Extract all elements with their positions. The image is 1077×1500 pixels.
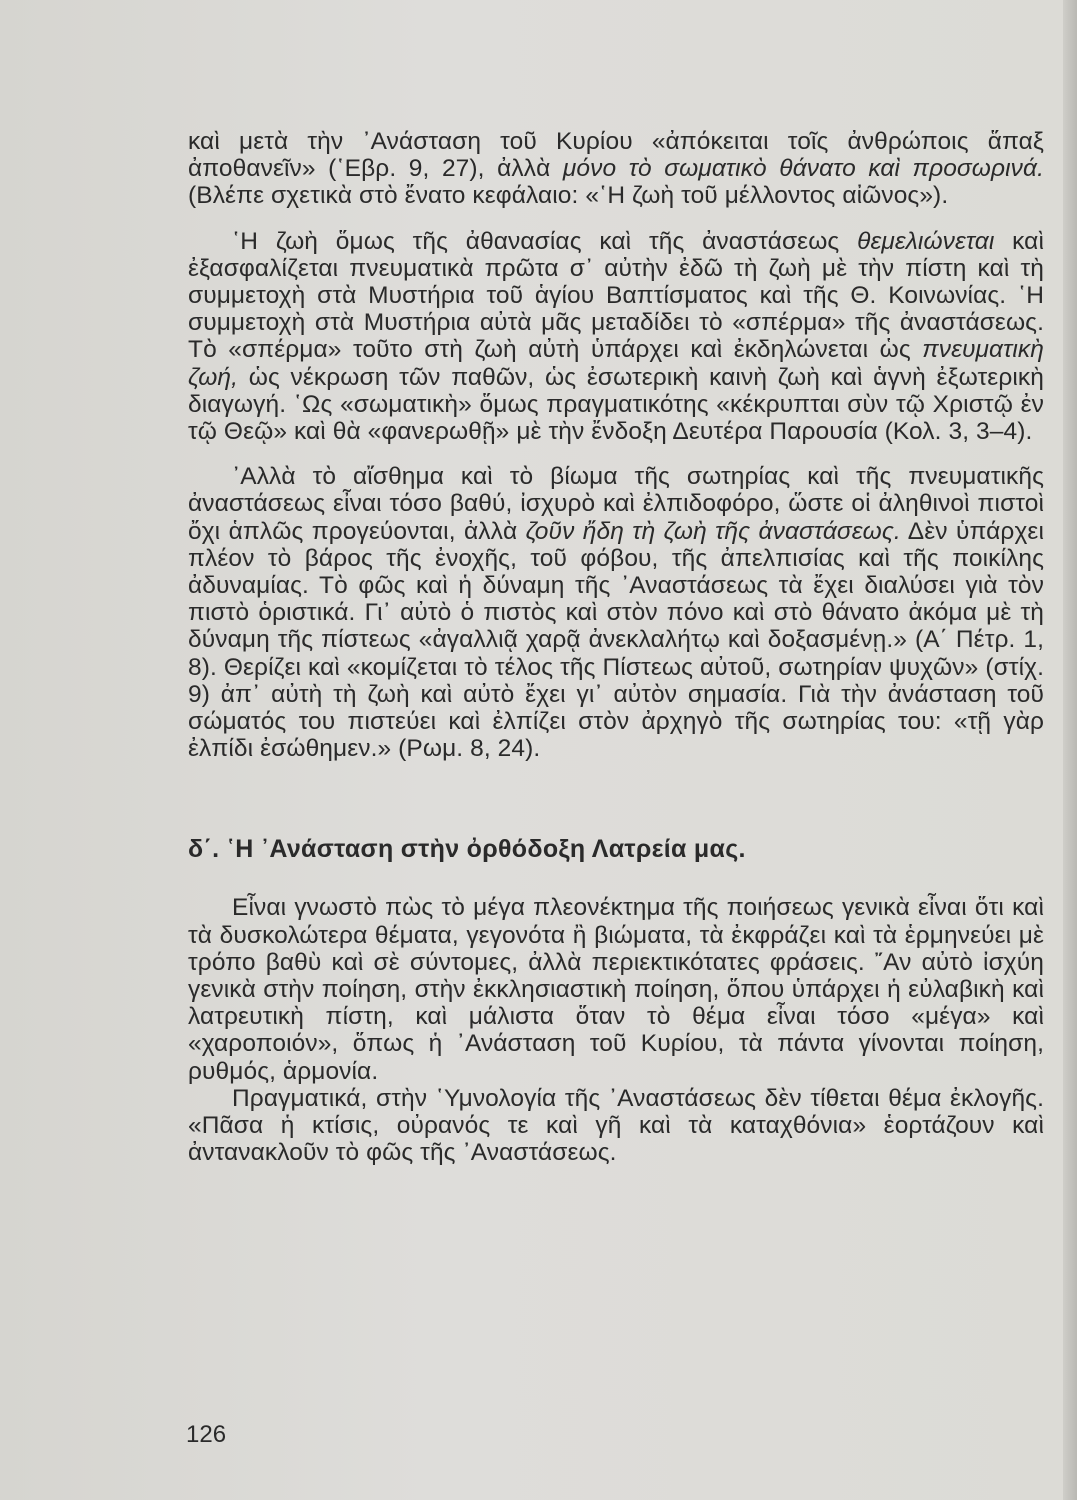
text-span: ᾿Αλλὰ τὸ αἴσθημα καὶ τὸ βίωμα τῆς σωτηρίας καὶ τῆς πνευματικῆς ἀναστάσεως εἶναι τόσο βαθύ, ἰσχυρὸ καὶ ἐλπιδοφόρο, ὥστε οἱ ἀληθινοὶ πιστοὶ ὄχι ἁπλῶς προγεύονται, ἀλλὰ bbox=[188, 463, 1044, 545]
page-content bbox=[188, 128, 1044, 1167]
italic-span: πνευματικὴ ζωή, bbox=[188, 336, 1044, 391]
page-number: 126 bbox=[186, 1421, 227, 1448]
paragraph-5: Πραγματικά, στὴν ῾Υμνολογία τῆς ᾿Αναστάσεως δὲν τίθεται θέμα ἐκλογῆς. «Πᾶσα ἡ κτίσις, οὐρανός τε καὶ γῆ καὶ τὰ καταχθόνια» ἑορτάζουν καὶ ἀντανακλοῦν τὸ φῶς τῆς ᾿Αναστάσεως. bbox=[188, 1084, 1044, 1167]
text-span: (Βλέπε σχετικὰ στὸ ἔνατο κεφάλαιο: «῾Η ζωὴ τοῦ μέλλοντος αἰῶνος»). bbox=[188, 182, 949, 210]
italic-span: ζοῦν ἤδη τὴ ζωὴ τῆς ἀναστάσεως. bbox=[525, 517, 901, 545]
page-edge bbox=[1063, 0, 1077, 1500]
text-span: ὡς νέκρωση τῶν παθῶν, ὡς ἐσωτερικὴ καινὴ ζωὴ καὶ ἁγνὴ ἐξωτερικὴ διαγωγή. ῾Ως «σωματικὴ» ὅμως πραγματικότης «κέκρυπται σὺν τῷ Χριστῷ ἐν τῷ Θεῷ» καὶ θὰ «φανερωθῇ» μὲ τὴν ἔνδοξη Δευτέρα Παρουσία (Κολ. 3, 3–4). bbox=[188, 363, 1044, 446]
paragraph-1 bbox=[188, 128, 1044, 210]
paragraph-4: Εἶναι γνωστὸ πὼς τὸ μέγα πλεονέκτημα τῆς ποιήσεως γενικὰ εἶναι ὅτι καὶ τὰ δυσκολώτερα θέματα, γεγονότα ἢ βιώματα, τὰ ἐκφράζει καὶ τὰ ἑρμηνεύει μὲ τρόπο βαθὺ καὶ σὲ σύντομες, ἀλλὰ περιεκτικότατες φράσεις. ῎Αν αὐτὸ ἰσχύη γενικὰ στὴν ποίηση, στὴν ἐκκλησιαστικὴ ποίηση, ὅπου ὑπάρχει ἡ εὐλαβικὴ καὶ λατρευτικὴ πίστη, καὶ μάλιστα ὅταν τὸ θέμα εἶναι τόσο «μέγα» καὶ «χαροποιόν», ὅπως ἡ ᾿Ανάσταση τοῦ Κυρίου, τὰ πάντα γίνονται ποίηση, ρυθμός, ἁρμονία. bbox=[188, 894, 1044, 1085]
text-span: ῾Η ζωὴ ὅμως τῆς ἀθανασίας καὶ τῆς ἀναστάσεως bbox=[232, 227, 858, 255]
paragraph-3 bbox=[188, 463, 1044, 762]
italic-span: θεμελιώνεται bbox=[857, 227, 995, 255]
italic-span: μόνο τὸ σωματικὸ θάνατο καὶ προσωρινά. bbox=[562, 155, 1044, 183]
text-span: Δὲν ὑπάρχει πλέον τὸ βάρος τῆς ἐνοχῆς, τοῦ φόβου, τῆς ἀπελπισίας καὶ τῆς ποικίλης ἀδυναμίας. Τὸ φῶς καὶ ἡ δύναμη τῆς ᾿Αναστάσεως τὰ ἔχει διαλύσει γιὰ τὸν πιστὸ ὁριστικά. Γι᾿ αὐτὸ ὁ πιστὸς καὶ στὸν πόνο καὶ στὸ θάνατο ἀκόμα μὲ τὴ δύναμη τῆς πίστεως «ἀγαλλιᾷ χαρᾷ ἀνεκλαλήτῳ καὶ δοξασμένῃ.» (Α΄ Πέτρ. 1, 8). Θερίζει καὶ «κομίζεται τὸ τέλος τῆς Πίστεως αὐτοῦ, σωτηρίαν ψυχῶν» (στίχ. 9) ἀπ᾿ αὐτὴ τὴ ζωὴ καὶ αὐτὸ ἔχει γι᾿ αὐτὸν σημασία. Γιὰ τὴν ἀνάσταση τοῦ σώματός του πιστεύει καὶ ἐλπίζει στὸν ἀρχηγὸ τῆς σωτηρίας του: «τῇ γὰρ ἐλπίδι ἐσώθημεν.» (Ρωμ. 8, 24). bbox=[188, 517, 1044, 763]
paragraph-2 bbox=[188, 228, 1044, 446]
text-span: καὶ μετὰ τὴν ᾿Ανάσταση τοῦ Κυρίου «ἀπόκειται τοῖς ἀνθρώποις ἅπαξ ἀποθανεῖν» (῾Εβρ. 9, 27), ἀλλὰ bbox=[188, 128, 1044, 183]
section-heading: δ΄. ῾Η ᾿Ανάσταση στὴν ὀρθόδοξη Λατρεία μας. bbox=[188, 835, 746, 864]
text-span: καὶ ἐξασφαλίζεται πνευματικὰ πρῶτα σ᾿ αὐτὴν ἐδῶ τὴ ζωὴ μὲ τὴν πίστη καὶ τὴ συμμετοχὴ στὰ Μυστήρια τοῦ ἁγίου Βαπτίσματος καὶ τῆς Θ. Κοινωνίας. ῾Η συμμετοχὴ στὰ Μυστήρια αὐτὰ μᾶς μεταδίδει τὸ «σπέρμα» τῆς ἀναστάσεως. Τὸ «σπέρμα» τοῦτο στὴ ζωὴ αὐτὴ ὑπάρχει καὶ ἐκδηλώνεται ὡς bbox=[188, 227, 1044, 364]
